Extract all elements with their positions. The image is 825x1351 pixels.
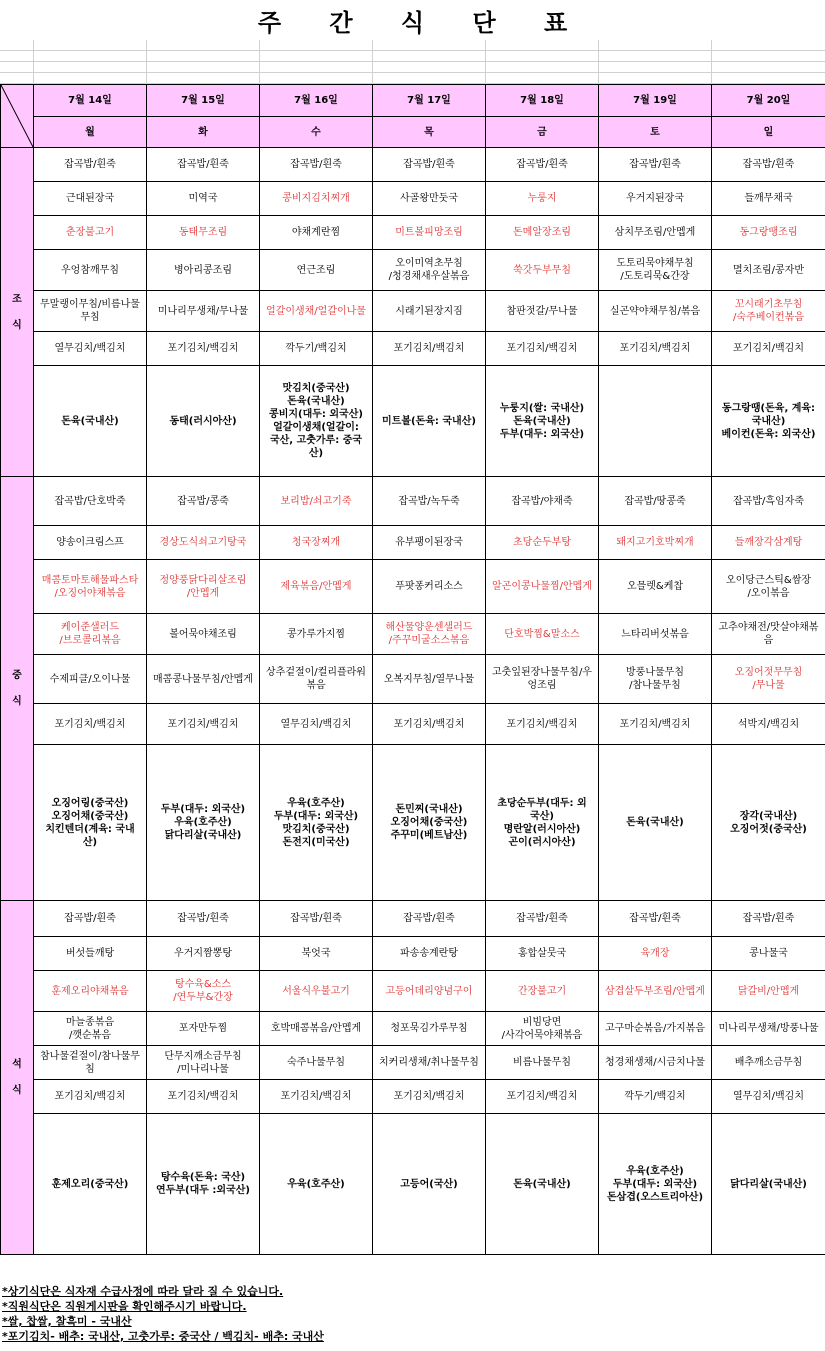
menu-cell: 포기김치/백김치	[373, 1080, 486, 1114]
menu-cell: 상추겉절이/컬리플라워볶음	[260, 655, 373, 704]
menu-cell: 돈육(국내산)	[599, 745, 712, 901]
menu-cell: 사골왕만둣국	[373, 182, 486, 216]
menu-cell: 초당순두부(대두: 외 국산) 명란알(러시아산) 곤이(러시아산)	[486, 745, 599, 901]
corner-cell	[1, 85, 34, 148]
menu-cell: 알곤이콩나물찜/안멥게	[486, 560, 599, 614]
menu-cell: 콩나물국	[712, 937, 825, 971]
menu-cell: 우엉참깨무침	[34, 250, 147, 291]
menu-cell: 삼겹살두부조림/안멥게	[599, 971, 712, 1012]
menu-row	[1, 745, 825, 901]
menu-cell: 포기김치/백김치	[599, 332, 712, 366]
menu-cell: 훈제오리야채볶음	[34, 971, 147, 1012]
menu-cell: 누룽지(쌀: 국내산) 돈육(국내산) 두부(대두: 외국산)	[486, 366, 599, 477]
menu-cell: 참나물겉절이/참나물무침	[34, 1046, 147, 1080]
menu-cell: 돈육(국내산)	[486, 1114, 599, 1255]
meal-label: 중 식	[1, 477, 34, 901]
weekday-header: 일	[712, 117, 825, 148]
weekday-header: 화	[147, 117, 260, 148]
menu-cell: 유부팽이된장국	[373, 526, 486, 560]
menu-row	[1, 216, 825, 250]
menu-cell: 돼지고기호박찌개	[599, 526, 712, 560]
menu-cell: 포기김치/백김치	[373, 704, 486, 745]
menu-cell: 미나리무생채/무나물	[147, 291, 260, 332]
date-header: 7월 15일	[147, 85, 260, 117]
menu-row	[1, 148, 825, 182]
menu-cell: 푸팟퐁커리소스	[373, 560, 486, 614]
menu-cell: 시래기된장지짐	[373, 291, 486, 332]
menu-row	[1, 332, 825, 366]
menu-cell: 도토리묵야채무침 /도토리묵&간장	[599, 250, 712, 291]
menu-cell: 오이미역초무침 /청경채새우살볶음	[373, 250, 486, 291]
menu-cell: 장각(국내산) 오징어젓(중국산)	[712, 745, 825, 901]
menu-cell: 열무김치/백김치	[34, 332, 147, 366]
spreadsheet-gridlines	[0, 40, 825, 84]
menu-row	[1, 182, 825, 216]
menu-cell: 오복지무침/열무나물	[373, 655, 486, 704]
menu-cell: 잡곡밥/흰죽	[260, 148, 373, 182]
menu-cell: 잡곡밥/흰죽	[599, 901, 712, 937]
menu-row	[1, 1080, 825, 1114]
menu-cell: 북엇국	[260, 937, 373, 971]
page-title: 주 간 식 단 표	[257, 8, 588, 37]
menu-cell: 근대된장국	[34, 182, 147, 216]
menu-cell: 방풍나물무침 /참나물무침	[599, 655, 712, 704]
menu-cell: 콩가루가지찜	[260, 614, 373, 655]
meal-label: 석 식	[1, 901, 34, 1255]
menu-cell: 돈민찌(국내산) 오징어채(중국산) 주꾸미(베트남산)	[373, 745, 486, 901]
menu-cell: 경상도식쇠고기탕국	[147, 526, 260, 560]
menu-cell: 미역국	[147, 182, 260, 216]
menu-row	[1, 937, 825, 971]
menu-cell: 호박매콤볶음/안멥게	[260, 1012, 373, 1046]
weekday-header: 수	[260, 117, 373, 148]
menu-cell: 야채계란찜	[260, 216, 373, 250]
menu-cell: 닭갈비/안멥게	[712, 971, 825, 1012]
menu-row	[1, 366, 825, 477]
menu-cell: 꼬시래기초무침 /숙주베이컨볶음	[712, 291, 825, 332]
menu-cell: 잡곡밥/흰죽	[486, 901, 599, 937]
menu-cell: 동그랑땡조림	[712, 216, 825, 250]
menu-cell: 오징어젓무무침 /무나물	[712, 655, 825, 704]
menu-row	[1, 560, 825, 614]
menu-cell: 육개장	[599, 937, 712, 971]
weekday-row	[1, 117, 825, 148]
menu-cell: 포기김치/백김치	[147, 332, 260, 366]
menu-row	[1, 1114, 825, 1255]
menu-cell: 포기김치/백김치	[712, 332, 825, 366]
menu-cell: 깍두기/백김치	[260, 332, 373, 366]
menu-cell: 포기김치/백김치	[373, 332, 486, 366]
menu-cell: 고춧잎된장나물무침/우엉조림	[486, 655, 599, 704]
menu-cell: 실곤약야채무침/볶음	[599, 291, 712, 332]
date-header: 7월 19일	[599, 85, 712, 117]
menu-cell: 잡곡밥/흰죽	[373, 901, 486, 937]
menu-cell: 잡곡밥/흰죽	[373, 148, 486, 182]
menu-cell: 돈육(국내산)	[34, 366, 147, 477]
menu-cell: 고구마순볶음/가지볶음	[599, 1012, 712, 1046]
menu-cell: 배추깨소금무침	[712, 1046, 825, 1080]
menu-cell: 포기김치/백김치	[147, 704, 260, 745]
menu-cell: 참판젓갈/무나물	[486, 291, 599, 332]
menu-cell: 탕수육&소스 /연두부&간장	[147, 971, 260, 1012]
menu-cell: 포기김치/백김치	[486, 332, 599, 366]
menu-cell: 잡곡밥/땅콩죽	[599, 477, 712, 526]
menu-cell: 서울식우불고기	[260, 971, 373, 1012]
menu-cell: 청국장찌개	[260, 526, 373, 560]
note-line: *직원식단은 직원게시판을 확인해주시기 바랍니다.	[2, 1300, 247, 1313]
meal-label: 조 식	[1, 148, 34, 477]
menu-row	[1, 250, 825, 291]
menu-cell: 잡곡밥/흰죽	[147, 148, 260, 182]
menu-cell: 탕수육(돈육: 국산) 연두부(대두 :외국산)	[147, 1114, 260, 1255]
menu-cell: 포자만두찜	[147, 1012, 260, 1046]
menu-cell: 매콤토마토해물파스타 /오징어야채볶음	[34, 560, 147, 614]
menu-cell: 쑥갓두부무침	[486, 250, 599, 291]
menu-cell: 무말랭이무침/비름나물무침	[34, 291, 147, 332]
menu-cell: 우거지된장국	[599, 182, 712, 216]
menu-cell: 단호박찜&말소스	[486, 614, 599, 655]
menu-cell: 잡곡밥/콩죽	[147, 477, 260, 526]
menu-cell: 매콤콩나물무침/안멥게	[147, 655, 260, 704]
menu-cell: 파송송계란탕	[373, 937, 486, 971]
menu-cell: 느타리버섯볶음	[599, 614, 712, 655]
menu-cell: 닭다리살(국내산)	[712, 1114, 825, 1255]
date-header: 7월 16일	[260, 85, 373, 117]
menu-row	[1, 526, 825, 560]
menu-cell: 잡곡밥/단호박죽	[34, 477, 147, 526]
menu-cell: 마늘종볶음 /깻순볶음	[34, 1012, 147, 1046]
menu-cell: 잡곡밥/흰죽	[260, 901, 373, 937]
menu-cell: 잡곡밥/녹두죽	[373, 477, 486, 526]
date-header: 7월 17일	[373, 85, 486, 117]
weekday-header: 월	[34, 117, 147, 148]
menu-cell: 잡곡밥/흰죽	[712, 901, 825, 937]
menu-cell: 잡곡밥/야채죽	[486, 477, 599, 526]
menu-cell: 콩비지김치찌개	[260, 182, 373, 216]
menu-cell: 두부(대두: 외국산) 우육(호주산) 닭다리살(국내산)	[147, 745, 260, 901]
menu-cell: 미나리무생채/방풍나물	[712, 1012, 825, 1046]
menu-cell: 볼어묵야채조림	[147, 614, 260, 655]
menu-cell: 고등어데리양념구이	[373, 971, 486, 1012]
menu-row	[1, 971, 825, 1012]
menu-cell: 삼치무조림/안멥게	[599, 216, 712, 250]
date-header: 7월 14일	[34, 85, 147, 117]
date-row	[1, 85, 825, 117]
menu-cell: 포기김치/백김치	[599, 704, 712, 745]
date-header: 7월 20일	[712, 85, 825, 117]
menu-cell: 오믈렛&케찹	[599, 560, 712, 614]
menu-cell: 잡곡밥/흰죽	[34, 901, 147, 937]
menu-cell: 고등어(국산)	[373, 1114, 486, 1255]
menu-row	[1, 291, 825, 332]
menu-cell: 석박지/백김치	[712, 704, 825, 745]
menu-cell: 오징어링(중국산) 오징어채(중국산) 치킨텐더(계육: 국내 산)	[34, 745, 147, 901]
menu-cell: 보리밥/쇠고기죽	[260, 477, 373, 526]
menu-cell: 오이당근스틱&쌈장 /오이볶음	[712, 560, 825, 614]
menu-row	[1, 477, 825, 526]
menu-cell: 포기김치/백김치	[486, 1080, 599, 1114]
menu-cell: 청포묵김가루무침	[373, 1012, 486, 1046]
menu-cell: 초당순두부탕	[486, 526, 599, 560]
menu-cell: 포기김치/백김치	[486, 704, 599, 745]
menu-cell: 제육볶음/안멥게	[260, 560, 373, 614]
date-header: 7월 18일	[486, 85, 599, 117]
menu-cell: 미트볼피망조림	[373, 216, 486, 250]
menu-cell: 열무김치/백김치	[260, 704, 373, 745]
menu-cell: 잡곡밥/흰죽	[486, 148, 599, 182]
menu-cell: 춘장불고기	[34, 216, 147, 250]
menu-cell: 우육(호주산)	[260, 1114, 373, 1255]
menu-row	[1, 1046, 825, 1080]
menu-cell: 들깨장각삼계탕	[712, 526, 825, 560]
weekday-header: 목	[373, 117, 486, 148]
menu-cell: 포기김치/백김치	[147, 1080, 260, 1114]
note-line: *상기식단은 식자재 수급사정에 따라 달라 질 수 있습니다.	[2, 1285, 284, 1298]
menu-cell: 잡곡밥/흑임자죽	[712, 477, 825, 526]
menu-cell: 잡곡밥/흰죽	[712, 148, 825, 182]
menu-cell: 잡곡밥/흰죽	[34, 148, 147, 182]
weekday-header: 토	[599, 117, 712, 148]
menu-cell: 치커리생채/취나물무침	[373, 1046, 486, 1080]
menu-cell: 수제피클/오이나물	[34, 655, 147, 704]
menu-cell: 우육(호주산) 두부(대두: 외국산) 돈삼겹(오스트리아산)	[599, 1114, 712, 1255]
menu-cell: 미트볼(돈육: 국내산)	[373, 366, 486, 477]
menu-cell: 비름나물무침	[486, 1046, 599, 1080]
menu-row	[1, 704, 825, 745]
weekly-menu-table	[0, 84, 825, 1255]
menu-cell: 동그랑땡(돈육, 계육: 국내산) 베이컨(돈육: 외국산)	[712, 366, 825, 477]
menu-cell: 돈메알장조림	[486, 216, 599, 250]
menu-cell: 케이준샐러드 /브로콜리볶음	[34, 614, 147, 655]
menu-cell: 맛김치(중국산) 돈육(국내산) 콩비지(대두: 외국산) 얼갈이생채(얼갈이: 국산, 고춧가루: 중국 산)	[260, 366, 373, 477]
menu-row	[1, 655, 825, 704]
menu-row	[1, 901, 825, 937]
menu-cell: 들깨무채국	[712, 182, 825, 216]
menu-cell: 얼갈이생채/얼갈이나물	[260, 291, 373, 332]
menu-cell: 홍합살뭇국	[486, 937, 599, 971]
menu-cell: 누룽지	[486, 182, 599, 216]
menu-cell: 포기김치/백김치	[34, 704, 147, 745]
menu-cell: 동태(러시아산)	[147, 366, 260, 477]
menu-cell	[599, 366, 712, 477]
menu-row	[1, 1012, 825, 1046]
notes	[2, 1284, 324, 1344]
menu-cell: 정양풍닭다리살조림 /안멥게	[147, 560, 260, 614]
menu-cell: 열무김치/백김치	[712, 1080, 825, 1114]
weekday-header: 금	[486, 117, 599, 148]
menu-cell: 고추야채전/맛살야채볶음	[712, 614, 825, 655]
menu-cell: 병아리콩조림	[147, 250, 260, 291]
note-line: *쌀, 찹쌀, 찰흑미 - 국내산	[2, 1315, 132, 1328]
menu-cell: 연근조림	[260, 250, 373, 291]
menu-cell: 해산물양운센샐러드 /주꾸미굴소스볶음	[373, 614, 486, 655]
menu-cell: 동태무조림	[147, 216, 260, 250]
menu-cell: 버섯들깨탕	[34, 937, 147, 971]
menu-cell: 숙주나물무침	[260, 1046, 373, 1080]
menu-cell: 깍두기/백김치	[599, 1080, 712, 1114]
menu-cell: 비빔당면 /사각어묵야채볶음	[486, 1012, 599, 1046]
menu-cell: 청경채생채/시금치나물	[599, 1046, 712, 1080]
menu-cell: 포기김치/백김치	[34, 1080, 147, 1114]
menu-cell: 우거지짬뽕탕	[147, 937, 260, 971]
menu-cell: 잡곡밥/흰죽	[147, 901, 260, 937]
menu-cell: 포기김치/백김치	[260, 1080, 373, 1114]
menu-cell: 멸치조림/콩자반	[712, 250, 825, 291]
menu-cell: 간장불고기	[486, 971, 599, 1012]
menu-cell: 양송이크림스프	[34, 526, 147, 560]
menu-cell: 단무지깨소금무침 /미나리나물	[147, 1046, 260, 1080]
menu-row	[1, 614, 825, 655]
menu-cell: 훈제오리(중국산)	[34, 1114, 147, 1255]
note-line: *포기김치- 배추: 국내산, 고춧가루: 중국산 / 백김치- 배추: 국내산	[2, 1330, 324, 1343]
menu-cell: 우육(호주산) 두부(대두: 외국산) 맛김치(중국산) 돈전지(미국산)	[260, 745, 373, 901]
menu-cell: 잡곡밥/흰죽	[599, 148, 712, 182]
